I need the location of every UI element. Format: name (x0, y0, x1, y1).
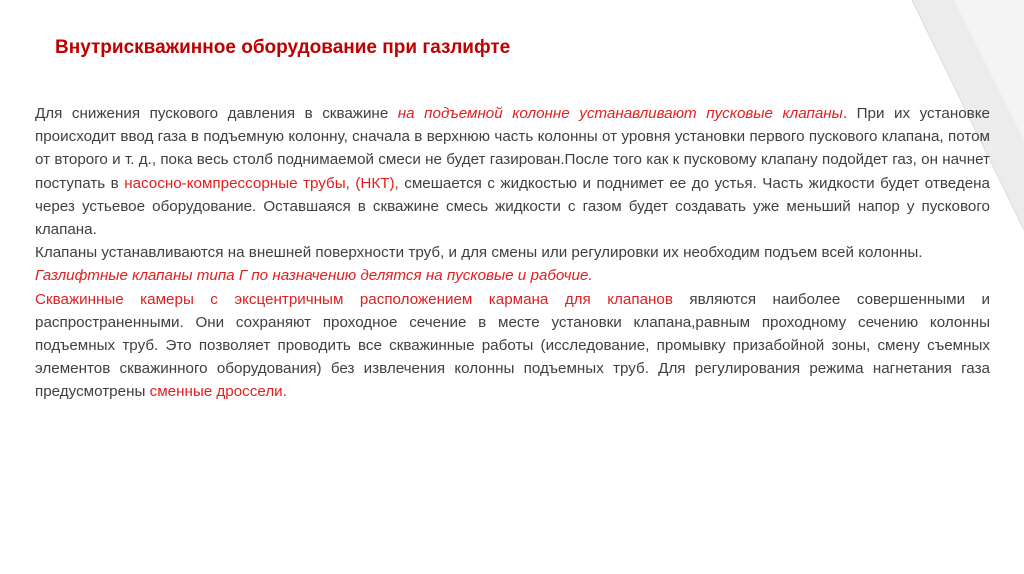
paragraph-4 (35, 288, 990, 404)
text-run: . При их установке происходит ввод газа в подъемную колонну, сначала в верхнюю часть колонны от уровня установки первого пускового клапана, потом от второго и т. д., пока весь столб поднимаемой смеси не будет газирован.После того как к пусковому клапану подойдет газ, он начнет поступать в (35, 105, 990, 192)
text-run: являются наиболее совершенными и распространенными. Они сохраняют проходное сечение в месте установки клапана,равным проходному сечению колонны подъемных труб. Это позволяет проводить все скважинные работы (исследование, промывку призабойной зоны, смену съемных элементов скважинного оборудования) без извлечения колонны подъемных труб. Для регулирования режима нагнетания газа предусмотрены (35, 290, 991, 401)
slide-body (35, 102, 990, 404)
slide-title: Внутрискважинное оборудование при газлифте (55, 37, 511, 58)
paragraph-1 (35, 102, 990, 241)
highlight-run: Газлифтные клапаны типа Г по назначению делятся на пусковые и рабочие. (35, 267, 593, 285)
highlight-run: сменные дроссели. (149, 383, 287, 401)
text-run: Клапаны устанавливаются на внешней поверхности труб, и для смены или регулировки их необходим подъем всей колонны. (35, 244, 923, 262)
paragraph-2 (35, 241, 990, 264)
highlight-run: на подъемной колонне устанавливают пусковые клапаны (397, 105, 843, 122)
text-run: смешается с жидкостью и поднимет ее до устья. Часть жидкости будет отведена через устьевое оборудование. Оставшаяся в скважине смесь жидкости с газом будет создавать уже меньший напор у пускового клапана. (35, 174, 990, 239)
highlight-run: насосно-компрессорные трубы, (НКТ), (124, 174, 399, 192)
highlight-run: Скважинные камеры с эксцентричным расположением кармана для клапанов (35, 290, 673, 308)
text-run: Для снижения пускового давления в скважине (35, 105, 398, 122)
paragraph-3 (35, 264, 990, 287)
